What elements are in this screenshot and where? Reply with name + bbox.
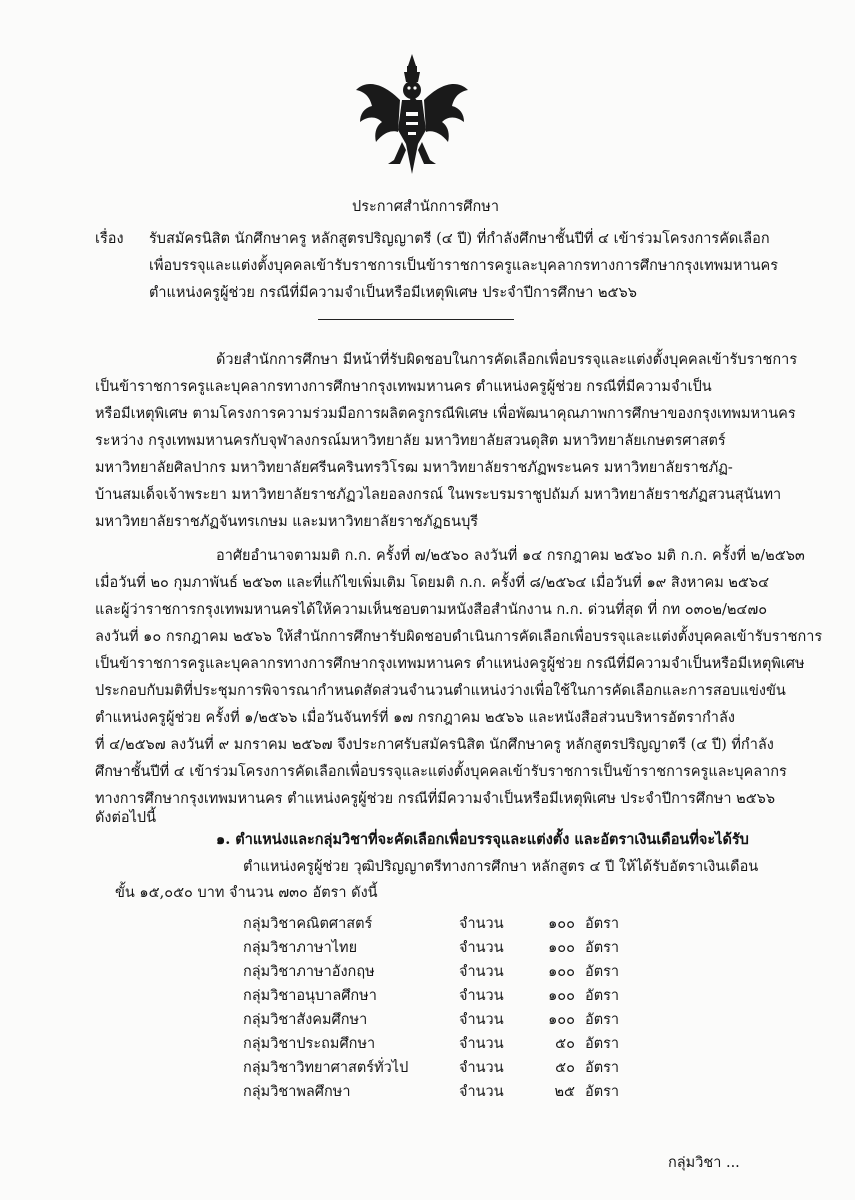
paragraph-1-line: เป็นข้าราชการครูและบุคลากรทางการศึกษากรุงเทพมหานคร ตำแหน่งครูผู้ช่วย กรณีที่มีความจำเป็น xyxy=(95,379,712,395)
page-continuation: กลุ่มวิชา ... xyxy=(668,1155,740,1171)
group-count: ๑๐๐ xyxy=(548,940,575,956)
section-1-heading: ๑. ตำแหน่งและกลุ่มวิชาที่จะคัดเลือกเพื่อบรรจุและแต่งตั้ง และอัตราเงินเดือนที่จะได้รับ xyxy=(216,831,749,848)
subject-line: รับสมัครนิสิต นักศึกษาครู หลักสูตรปริญญาตรี (๔ ปี) ที่กำลังศึกษาชั้นปีที่ ๔ เข้าร่วมโครงการคัดเลือก xyxy=(149,231,770,247)
group-count: ๑๐๐ xyxy=(548,1012,575,1028)
unit-label: อัตรา xyxy=(585,1036,620,1052)
group-name: กลุ่มวิชาคณิตศาสตร์ xyxy=(243,916,373,932)
garuda-emblem-icon xyxy=(352,52,472,177)
paragraph-1-line: หรือมีเหตุพิเศษ ตามโครงการความร่วมมือการผลิตครูกรณีพิเศษ เพื่อพัฒนาคุณภาพการศึกษาของกรุงเทพมหานคร xyxy=(95,406,796,422)
unit-label: อัตรา xyxy=(585,1060,620,1076)
group-count: ๒๕ xyxy=(554,1084,575,1100)
list-item xyxy=(243,1080,643,1104)
paragraph-2-line: และผู้ว่าราชการกรุงเทพมหานครได้ให้ความเห็นชอบตามหนังสือสำนักงาน ก.ก. ด่วนที่สุด ที่ กท ๐๓๐๒/๒๔๗๐ xyxy=(95,602,768,618)
paragraph-2-line: เป็นข้าราชการครูและบุคลากรทางการศึกษากรุงเทพมหานคร ตำแหน่งครูผู้ช่วย กรณีที่มีความจำเป็นหรือมีเหตุพิเศษ xyxy=(95,656,805,672)
paragraph-1-line: มหาวิทยาลัยศิลปากร มหาวิทยาลัยศรีนครินทรวิโรฒ มหาวิทยาลัยราชภัฏพระนคร มหาวิทยาลัยราชภัฏ- xyxy=(95,460,733,476)
list-item xyxy=(243,984,643,1008)
group-name: กลุ่มวิชาประถมศึกษา xyxy=(243,1036,376,1052)
paragraph-1-line: มหาวิทยาลัยราชภัฏจันทรเกษม และมหาวิทยาลัยราชภัฏธนบุรี xyxy=(95,514,479,530)
group-name: กลุ่มวิชาภาษาไทย xyxy=(243,940,358,956)
group-count: ๑๐๐ xyxy=(548,988,575,1004)
paragraph-2-line: ประกอบกับมติที่ประชุมการพิจารณากำหนดสัดส่วนจำนวนตำแหน่งว่างเพื่อใช้ในการคัดเลือกและการสอบแข่งขัน xyxy=(95,683,786,699)
list-item xyxy=(243,912,643,936)
unit-label: อัตรา xyxy=(585,940,620,956)
subject-line: เพื่อบรรจุและแต่งตั้งบุคคลเข้ารับราชการเป็นข้าราชการครูและบุคลากรทางการศึกษากรุงเทพมหานคร xyxy=(149,258,778,274)
group-name: กลุ่มวิชาพลศึกษา xyxy=(243,1084,351,1100)
subject-group-list xyxy=(243,912,643,1104)
count-label: จำนวน xyxy=(459,1060,504,1076)
list-item xyxy=(243,1008,643,1032)
paragraph-2-line: ที่ ๔/๒๕๖๗ ลงวันที่ ๙ มกราคม ๒๕๖๗ จึงประกาศรับสมัครนิสิต นักศึกษาครู หลักสูตรปริญญาตรี (๔ ปี) ที่กำลัง xyxy=(95,737,774,753)
count-label: จำนวน xyxy=(459,916,504,932)
subject-line: ตำแหน่งครูผู้ช่วย กรณีที่มีความจำเป็นหรือมีเหตุพิเศษ ประจำปีการศึกษา ๒๕๖๖ xyxy=(149,285,637,301)
document-title: ประกาศสำนักการศึกษา xyxy=(352,199,499,215)
unit-label: อัตรา xyxy=(585,916,620,932)
group-count: ๕๐ xyxy=(555,1060,575,1076)
list-item xyxy=(243,960,643,984)
paragraph-1-line: ด้วยสำนักการศึกษา มีหน้าที่รับผิดชอบในการคัดเลือกเพื่อบรรจุและแต่งตั้งบุคคลเข้ารับราชการ xyxy=(216,352,798,368)
unit-label: อัตรา xyxy=(585,964,620,980)
group-name: กลุ่มวิชาสังคมศึกษา xyxy=(243,1012,368,1028)
group-count: ๕๐ xyxy=(555,1036,575,1052)
section-1-intro: ตำแหน่งครูผู้ช่วย วุฒิปริญญาตรีทางการศึกษา หลักสูตร ๔ ปี ให้ได้รับอัตราเงินเดือน xyxy=(243,859,759,875)
paragraph-1-line: บ้านสมเด็จเจ้าพระยา มหาวิทยาลัยราชภัฏวไลยอลงกรณ์ ในพระบรมราชูปถัมภ์ มหาวิทยาลัยราชภัฏสวนสุนันทา xyxy=(95,487,782,503)
count-label: จำนวน xyxy=(459,988,504,1004)
unit-label: อัตรา xyxy=(585,1084,620,1100)
paragraph-2-line: เมื่อวันที่ ๒๐ กุมภาพันธ์ ๒๕๖๓ และที่แก้ไขเพิ่มเติม โดยมติ ก.ก. ครั้งที่ ๘/๒๕๖๔ เมื่อวันที่ ๑๙ สิงหาคม ๒๕๖๔ xyxy=(95,575,770,591)
paragraph-1-line: ระหว่าง กรุงเทพมหานครกับจุฬาลงกรณ์มหาวิทยาลัย มหาวิทยาลัยสวนดุสิต มหาวิทยาลัยเกษตรศาสตร์ xyxy=(95,433,726,449)
subject-label: เรื่อง xyxy=(95,231,124,247)
list-item xyxy=(243,1032,643,1056)
count-label: จำนวน xyxy=(459,940,504,956)
unit-label: อัตรา xyxy=(585,988,620,1004)
count-label: จำนวน xyxy=(459,964,504,980)
paragraph-2-line: ดังต่อไปนี้ xyxy=(95,810,157,826)
unit-label: อัตรา xyxy=(585,1012,620,1028)
group-count: ๑๐๐ xyxy=(548,964,575,980)
group-name: กลุ่มวิชาภาษาอังกฤษ xyxy=(243,964,375,980)
group-count: ๑๐๐ xyxy=(548,916,575,932)
title-divider xyxy=(318,319,514,320)
list-item xyxy=(243,1056,643,1080)
group-name: กลุ่มวิชาวิทยาศาสตร์ทั่วไป xyxy=(243,1060,409,1076)
paragraph-2-line: ศึกษาชั้นปีที่ ๔ เข้าร่วมโครงการคัดเลือกเพื่อบรรจุและแต่งตั้งบุคคลเข้ารับราชการเป็นข้าราชการครูและบุคลากร xyxy=(95,764,787,780)
paragraph-2-line: ลงวันที่ ๑๐ กรกฎาคม ๒๕๖๖ ให้สำนักการศึกษารับผิดชอบดำเนินการคัดเลือกเพื่อบรรจุและแต่งตั้งบุคคลเข้ารับราชการ xyxy=(95,629,823,645)
count-label: จำนวน xyxy=(459,1084,504,1100)
count-label: จำนวน xyxy=(459,1036,504,1052)
paragraph-2-line: ทางการศึกษากรุงเทพมหานคร ตำแหน่งครูผู้ช่วย กรณีที่มีความจำเป็นหรือมีเหตุพิเศษ ประจำปีการศึกษา ๒๕๖๖ xyxy=(95,791,776,807)
count-label: จำนวน xyxy=(459,1012,504,1028)
section-1-intro: ขั้น ๑๕,๐๕๐ บาท จำนวน ๗๓๐ อัตรา ดังนี้ xyxy=(115,885,378,901)
list-item xyxy=(243,936,643,960)
group-name: กลุ่มวิชาอนุบาลศึกษา xyxy=(243,988,377,1004)
paragraph-2-line: อาศัยอำนาจตามมติ ก.ก. ครั้งที่ ๗/๒๕๖๐ ลงวันที่ ๑๔ กรกฎาคม ๒๕๖๐ มติ ก.ก. ครั้งที่ ๒/๒๕๖๓ xyxy=(216,548,805,564)
paragraph-2-line: ตำแหน่งครูผู้ช่วย ครั้งที่ ๑/๒๕๖๖ เมื่อวันจันทร์ที่ ๑๗ กรกฎาคม ๒๕๖๖ และหนังสือส่วนบริหารอัตรากำลัง xyxy=(95,710,735,726)
